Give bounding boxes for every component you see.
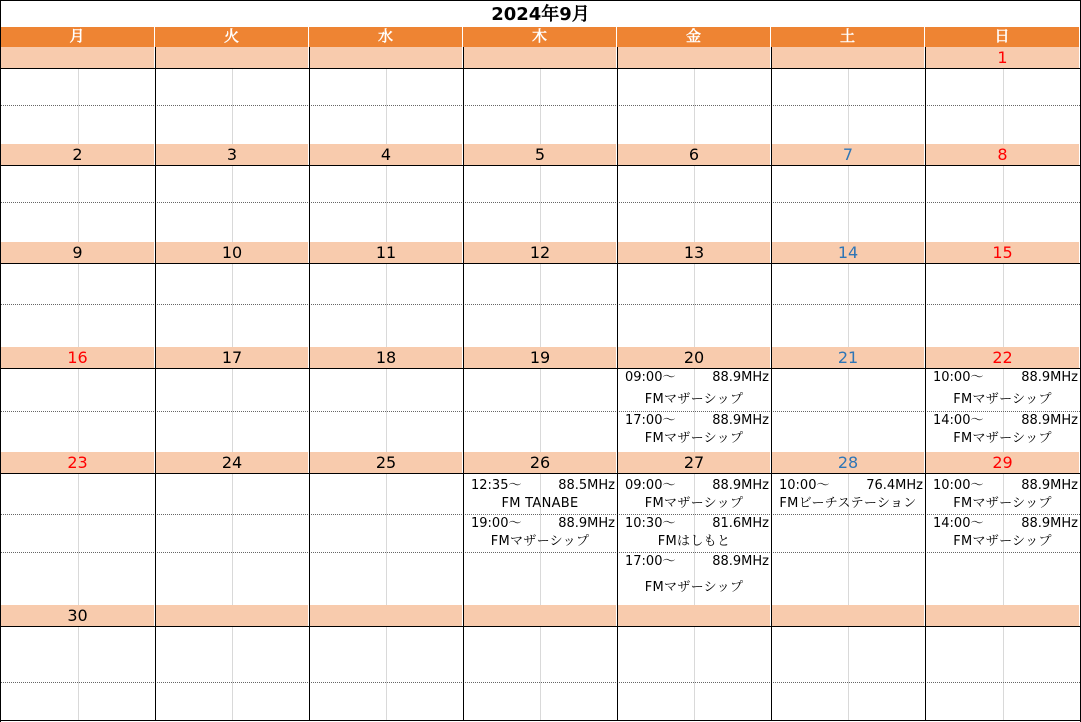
- event-frequency: 88.9MHz: [1021, 413, 1078, 428]
- day-cell[interactable]: 3: [226, 145, 238, 164]
- event-station: FMマザーシップ: [953, 534, 1052, 549]
- cell-divider: [540, 626, 541, 720]
- cell-divider: [694, 263, 695, 347]
- day-cell: [309, 47, 463, 68]
- event-frequency: 88.9MHz: [712, 370, 769, 385]
- band-border: [0, 368, 1080, 369]
- day-cell[interactable]: 16: [67, 348, 88, 367]
- day-cell[interactable]: 7: [842, 145, 854, 164]
- cell-divider: [848, 626, 849, 720]
- event-time: 17:00～: [625, 413, 676, 428]
- week-border: [0, 720, 1080, 721]
- day-cell[interactable]: 4: [380, 145, 392, 164]
- cell-divider: [386, 626, 387, 720]
- day-cell[interactable]: 29: [992, 453, 1013, 472]
- day-cell: [463, 605, 617, 626]
- cell-divider: [232, 368, 233, 452]
- event-station: FMはしもと: [657, 534, 731, 549]
- day-cell: [771, 47, 925, 68]
- cell-divider: [78, 68, 79, 144]
- event-station: FMマザーシップ: [644, 580, 744, 595]
- day-cell[interactable]: 15: [992, 243, 1013, 262]
- column-border: [155, 47, 156, 720]
- day-cell: [155, 605, 309, 626]
- event-time: 09:00～: [625, 370, 676, 385]
- cell-divider: [78, 165, 79, 242]
- day-cell[interactable]: 6: [688, 145, 700, 164]
- event-station: FMマザーシップ: [490, 534, 590, 549]
- band-border: [0, 626, 1080, 627]
- column-border: [463, 47, 464, 720]
- day-cell[interactable]: 2: [72, 145, 83, 164]
- cell-divider: [232, 263, 233, 347]
- event-time: 10:00～: [933, 370, 984, 385]
- cell-divider: [694, 68, 695, 144]
- cell-divider: [694, 165, 695, 242]
- day-cell[interactable]: 21: [837, 348, 859, 367]
- event-frequency: 88.9MHz: [712, 413, 769, 428]
- cell-divider: [232, 626, 233, 720]
- day-cell: [0, 47, 155, 68]
- cell-divider: [694, 626, 695, 720]
- day-cell: [617, 47, 771, 68]
- event-frequency: 76.4MHz: [866, 478, 923, 493]
- event-time: 17:00～: [625, 554, 676, 569]
- day-cell: [155, 47, 309, 68]
- event-frequency: 88.9MHz: [712, 478, 769, 493]
- day-cell[interactable]: 1: [997, 48, 1008, 67]
- cell-divider: [848, 263, 849, 347]
- event-time: 10:00～: [779, 478, 830, 493]
- cell-divider: [848, 165, 849, 242]
- day-cell[interactable]: 18: [375, 348, 397, 367]
- day-cell[interactable]: 9: [72, 243, 83, 262]
- cell-divider: [386, 165, 387, 242]
- cell-divider: [386, 473, 387, 605]
- day-cell[interactable]: 13: [683, 243, 705, 262]
- cell-divider: [540, 263, 541, 347]
- calendar-title: 2024年9月: [0, 0, 1081, 27]
- event-station: FMマザーシップ: [953, 496, 1052, 511]
- day-cell: [617, 605, 771, 626]
- event-frequency: 88.9MHz: [712, 554, 769, 569]
- event-frequency: 88.9MHz: [1021, 516, 1078, 531]
- cell-divider: [1003, 263, 1004, 347]
- day-cell: [463, 47, 617, 68]
- slot-divider: [0, 304, 1080, 305]
- cell-divider: [386, 68, 387, 144]
- cell-divider: [848, 68, 849, 144]
- band-border: [0, 165, 1080, 166]
- column-border: [617, 47, 618, 720]
- event-time: 09:00～: [625, 478, 676, 493]
- event-frequency: 88.5MHz: [558, 478, 615, 493]
- day-cell: [925, 605, 1080, 626]
- day-cell[interactable]: 23: [67, 453, 88, 472]
- cell-divider: [848, 368, 849, 452]
- day-cell[interactable]: 17: [221, 348, 243, 367]
- cell-divider: [540, 68, 541, 144]
- event-station: FM TANABE: [501, 496, 579, 511]
- event-time: 14:00～: [933, 413, 984, 428]
- slot-divider: [0, 682, 1080, 683]
- day-cell: [771, 605, 925, 626]
- event-station: FMマザーシップ: [953, 431, 1052, 446]
- event-station: FMマザーシップ: [644, 392, 744, 407]
- column-border: [771, 47, 772, 720]
- day-cell[interactable]: 14: [837, 243, 859, 262]
- event-frequency: 88.9MHz: [558, 516, 615, 531]
- day-cell[interactable]: 5: [534, 145, 546, 164]
- left-border: [0, 0, 1, 722]
- column-border: [925, 47, 926, 720]
- event-station: FMビーチステーション: [779, 496, 917, 511]
- day-cell[interactable]: 19: [529, 348, 551, 367]
- weekday-header: 木: [463, 27, 617, 47]
- band-border: [0, 473, 1080, 474]
- day-cell[interactable]: 24: [221, 453, 243, 472]
- event-frequency: 88.9MHz: [1021, 370, 1078, 385]
- event-station: FMマザーシップ: [953, 392, 1052, 407]
- day-cell[interactable]: 22: [992, 348, 1013, 367]
- day-cell[interactable]: 25: [375, 453, 397, 472]
- slot-divider: [0, 202, 1080, 203]
- cell-divider: [1003, 68, 1004, 144]
- cell-divider: [386, 368, 387, 452]
- column-border: [309, 47, 310, 720]
- slot-divider: [0, 411, 1080, 412]
- day-cell[interactable]: 10: [221, 243, 243, 262]
- band-border: [0, 263, 1080, 264]
- weekday-header: 水: [309, 27, 463, 47]
- cell-divider: [540, 368, 541, 452]
- cell-divider: [386, 263, 387, 347]
- weekday-header: 金: [617, 27, 771, 47]
- event-time: 10:30～: [625, 516, 676, 531]
- event-frequency: 81.6MHz: [712, 516, 769, 531]
- event-station: FMマザーシップ: [644, 431, 744, 446]
- weekday-header: 月: [0, 27, 155, 47]
- cell-divider: [78, 626, 79, 720]
- slot-divider: [0, 552, 1080, 553]
- day-cell[interactable]: 28: [837, 453, 859, 472]
- cell-divider: [1003, 626, 1004, 720]
- day-cell: [309, 605, 463, 626]
- cell-divider: [232, 473, 233, 605]
- cell-divider: [78, 473, 79, 605]
- slot-divider: [0, 105, 1080, 106]
- cell-divider: [78, 263, 79, 347]
- day-cell[interactable]: 11: [375, 243, 397, 262]
- event-time: 12:35～: [471, 478, 522, 493]
- day-cell[interactable]: 20: [683, 348, 705, 367]
- event-station: FMマザーシップ: [644, 496, 744, 511]
- cell-divider: [1003, 165, 1004, 242]
- event-time: 19:00～: [471, 516, 522, 531]
- day-cell[interactable]: 30: [67, 606, 88, 625]
- cell-divider: [232, 165, 233, 242]
- band-border: [0, 68, 1080, 69]
- day-cell[interactable]: 27: [683, 453, 705, 472]
- event-time: 10:00～: [933, 478, 984, 493]
- day-cell[interactable]: 26: [529, 453, 551, 472]
- weekday-header: 日: [925, 27, 1080, 47]
- cell-divider: [232, 68, 233, 144]
- cell-divider: [78, 368, 79, 452]
- weekday-header: 火: [155, 27, 309, 47]
- weekday-header: 土: [771, 27, 925, 47]
- event-time: 14:00～: [933, 516, 984, 531]
- event-frequency: 88.9MHz: [1021, 478, 1078, 493]
- day-cell[interactable]: 12: [529, 243, 551, 262]
- day-cell[interactable]: 8: [997, 145, 1008, 164]
- cell-divider: [540, 165, 541, 242]
